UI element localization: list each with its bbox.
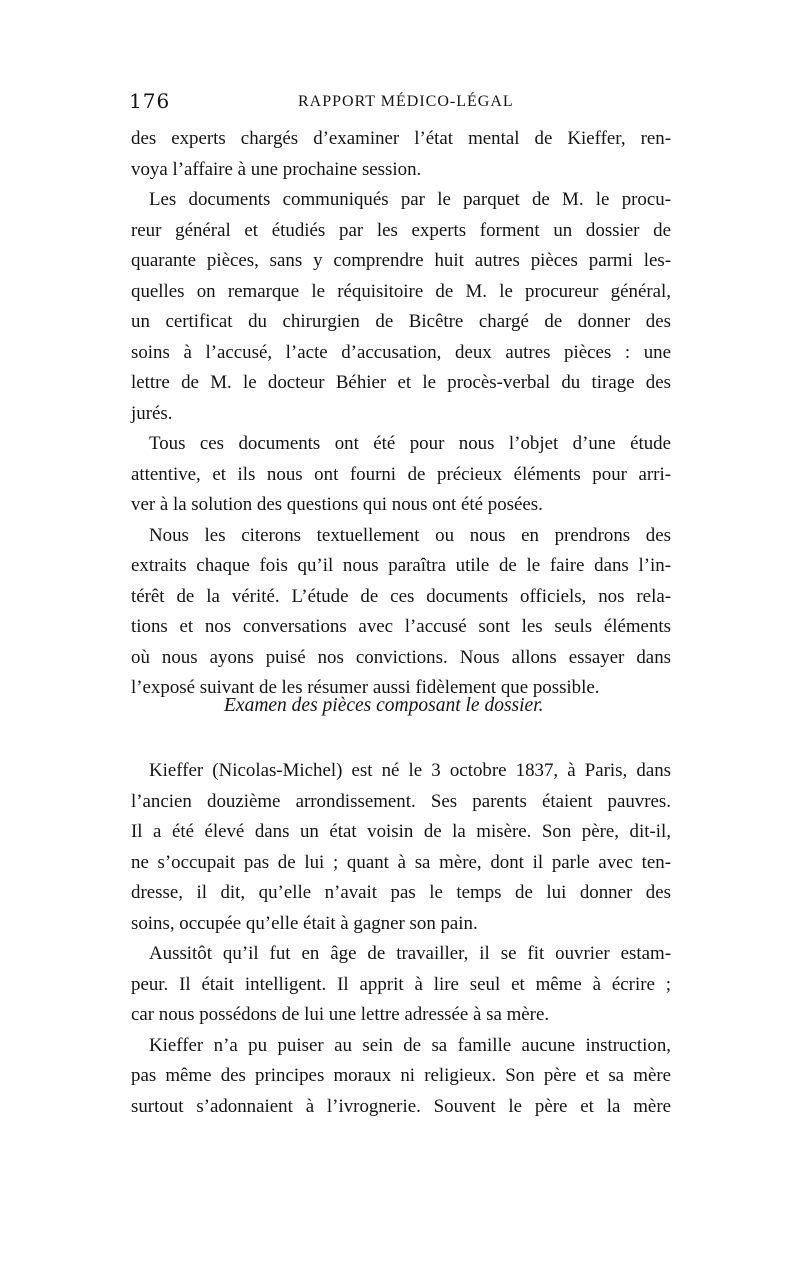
- running-head: [131, 89, 671, 117]
- text-line: Les documents communiqués par le parquet de M. le procu-: [149, 189, 671, 210]
- text-line: tions et nos conversations avec l’accusé sont les seuls éléments: [131, 616, 671, 637]
- text-line: Il a été élevé dans un état voisin de la misère. Son père, dit-il,: [131, 821, 671, 842]
- text-line: ne s’occupait pas de lui ; quant à sa mère, dont il parle avec ten-: [131, 851, 671, 873]
- text-line: lettre de M. le docteur Béhier et le procès-verbal du tirage des: [131, 372, 671, 393]
- text-block-examination: [131, 756, 671, 1122]
- text-line: quarante pièces, sans y comprendre huit autres pièces parmi les-: [131, 250, 671, 271]
- text-line: Kieffer n’a pu puiser au sein de sa famille aucune instruction,: [149, 1034, 671, 1056]
- running-title: RAPPORT MÉDICO-LÉGAL: [298, 93, 514, 110]
- page-number: 176: [129, 89, 171, 113]
- text-line: Tous ces documents ont été pour nous l’objet d’une étude: [149, 433, 671, 454]
- section-heading: Examen des pièces composant le dossier.: [224, 695, 544, 716]
- book-page: [131, 0, 671, 1270]
- text-line: l’exposé suivant de les résumer aussi fidèlement que possible.: [131, 677, 600, 698]
- text-line: un certificat du chirurgien de Bicêtre chargé de donner des: [131, 311, 671, 332]
- text-line: attentive, et ils nous ont fourni de précieux éléments pour arri-: [131, 463, 671, 485]
- text-line: Nous les citerons textuellement ou nous en prendrons des: [149, 524, 671, 546]
- text-line: Aussitôt qu’il fut en âge de travailler, il se fit ouvrier estam-: [149, 943, 671, 964]
- text-line: extraits chaque fois qu’il nous paraîtra utile de le faire dans l’in-: [131, 555, 671, 576]
- text-line: Kieffer (Nicolas-Michel) est né le 3 octobre 1837, à Paris, dans: [149, 760, 671, 781]
- text-block-intro: [131, 124, 671, 704]
- text-line: soins, occupée qu’elle était à gagner son pain.: [131, 912, 478, 934]
- text-line: surtout s’adonnaient à l’ivrognerie. Souvent le père et la mère: [131, 1095, 671, 1117]
- text-line: voya l’affaire à une prochaine session.: [131, 158, 422, 180]
- text-line: où nous ayons puisé nos convictions. Nous allons essayer dans: [131, 646, 671, 668]
- text-line: pas même des principes moraux ni religieux. Son père et sa mère: [131, 1065, 671, 1086]
- text-line: térêt de la vérité. L’étude de ces documents officiels, nos rela-: [131, 585, 671, 607]
- text-line: quelles on remarque le réquisitoire de M. le procureur général,: [131, 280, 671, 302]
- text-line: jurés.: [131, 402, 173, 424]
- text-line: l’ancien douzième arrondissement. Ses parents étaient pauvres.: [131, 790, 671, 812]
- text-line: des experts chargés d’examiner l’état mental de Kieffer, ren-: [131, 128, 671, 149]
- text-line: dresse, il dit, qu’elle n’avait pas le temps de lui donner des: [131, 882, 671, 903]
- text-line: ver à la solution des questions qui nous ont été posées.: [131, 494, 543, 515]
- text-line: reur général et étudiés par les experts forment un dossier de: [131, 219, 671, 241]
- text-line: peur. Il était intelligent. Il apprit à lire seul et même à écrire ;: [131, 973, 671, 995]
- text-line: car nous possédons de lui une lettre adressée à sa mère.: [131, 1004, 550, 1025]
- text-line: soins à l’accusé, l’acte d’accusation, deux autres pièces : une: [131, 341, 671, 363]
